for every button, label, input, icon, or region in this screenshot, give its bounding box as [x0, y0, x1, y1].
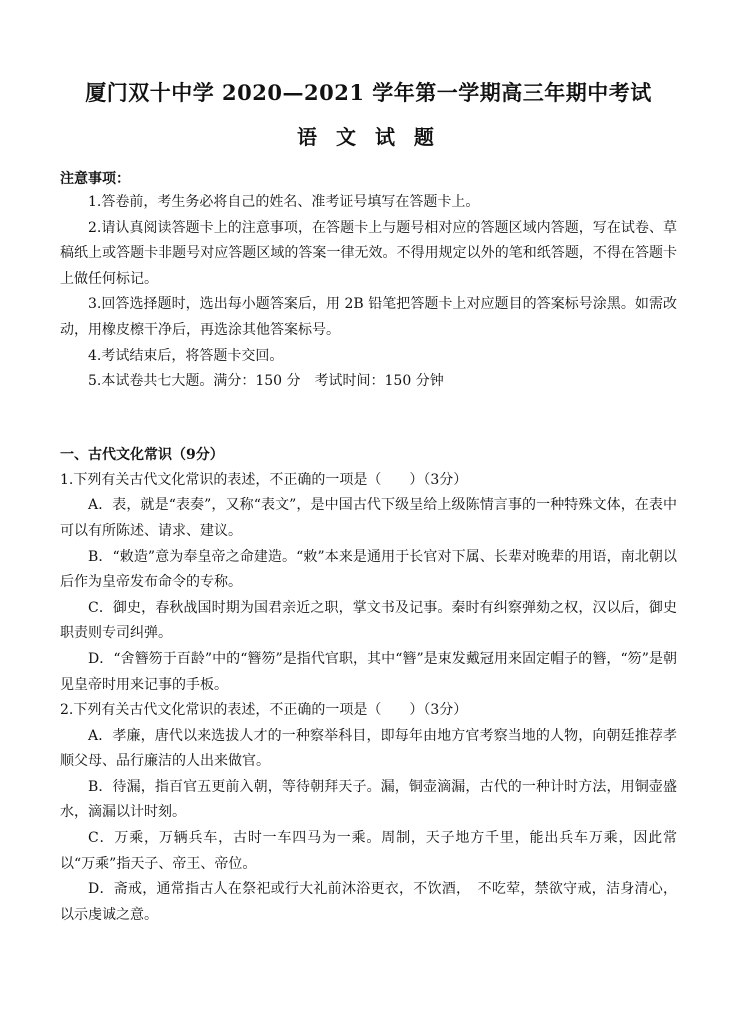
notice-item: 1.答卷前，考生务必将自己的姓名、准考证号填写在答题卡上。 [88, 194, 480, 210]
question-1-option-b: B．“敕造”意为奉皇帝之命建造。“敕”本来是通用于长官对下属、长辈对晚辈的用语，南北朝以后作为皇帝发布命令的专称。 [60, 548, 677, 591]
question-2-stem: 2.下列有关古代文化常识的表述，不正确的一项是（ ）（3分） [60, 702, 468, 719]
question-1-stem: 1.下列有关古代文化常识的表述，不正确的一项是（ ）（3分） [60, 471, 468, 488]
question-2-option-d: D．斋戒，通常指古人在祭祀或行大礼前沐浴更衣，不饮酒， 不吃荤，禁欲守戒，洁身清心，以示虔诚之意。 [60, 881, 677, 923]
notice-item: 4.考试结束后，将答题卡交回。 [88, 347, 284, 364]
exam-subtitle: 语 文 试 题 [297, 125, 440, 149]
question-1-option-c: C．御史，春秋战国时期为国君亲近之职，掌文书及记事。秦时有纠察弹劾之权，汉以后，御史职责则专司纠弹。 [60, 599, 677, 642]
question-2-option-a: A．孝廉，唐代以来选拔人才的一种察举科目，即每年由地方官考察当地的人物，向朝廷推荐孝顺父母、品行廉洁的人出来做官。 [60, 727, 677, 770]
question-1-option-d: D．“舍簪笏于百龄”中的“簪笏”是指代官职，其中“簪”是束发戴冠用来固定帽子的簪，“笏”是朝见皇帝时用来记事的手板。 [60, 650, 677, 693]
section-heading: 一、古代文化常识（9分） [60, 446, 224, 463]
exam-title: 厦门双十中学 2020—2021 学年第一学期高三年期中考试 [85, 80, 652, 105]
notice-item: 3.回答选择题时，选出每小题答案后，用 2B 铅笔把答题卡上对应题目的答案标号涂黑。如需改动，用橡皮檫干净后，再选涂其他答案标号。 [60, 296, 677, 338]
question-2-option-c: C．万乘，万辆兵车，古时一车四马为一乘。周制，天子地方千里，能出兵车万乘，因此常以“万乘”指天子、帝王、帝位。 [60, 830, 677, 872]
question-2-option-b: B．待漏，指百官五更前入朝，等待朝拜天子。漏，铜壶滴漏，古代的一种计时方法，用铜壶盛水，滴漏以计时刻。 [60, 778, 677, 821]
notice-item: 5.本试卷共七大题。满分：150 分 考试时间：150 分钟 [88, 373, 444, 390]
notice-heading: 注意事项： [60, 171, 130, 187]
notice-item: 2.请认真阅读答题卡上的注意事项，在答题卡上与题号相对应的答题区域内答题，写在试卷、草稿纸上或答题卡非题号对应答题区域的答案一律无效。不得用规定以外的笔和纸答题，不得在答题卡上做任何标记。 [60, 219, 677, 287]
question-1-option-a: A．表，就是“表奏”，又称“表文”，是中国古代下级呈给上级陈情言事的一种特殊文体，在表中可以有所陈述、请求、建议。 [60, 497, 677, 539]
